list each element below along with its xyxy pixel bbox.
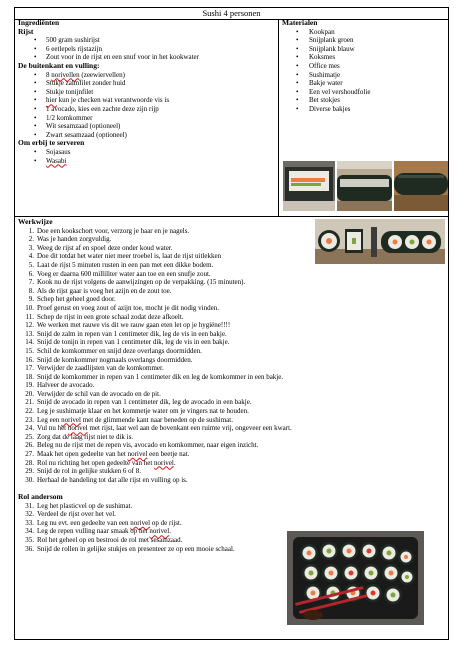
list-item: 30. Herhaal de handeling tot dat alle rijst en vulling op is. [25,475,188,484]
list-item: 27. Maak het open gedeelte van het norivel een beetje nat. [25,450,190,459]
werkwijze-steps [18,227,446,485]
serveren-heading: Om erbij te serveren [18,138,85,148]
sushi-rolling-photo-2 [337,161,392,211]
list-item: 25. Zorg dat de laag rijst niet te dik is. [25,432,134,441]
buitenkant-list [18,71,276,140]
list-item: 1. Doe een kookschort voor, verzorg je haar en je nagels. [28,226,190,235]
list-item: • Zout voor in de rijst en een snuf voor in het kookwater [18,53,276,62]
list-item: • Koksmes [282,53,447,62]
werkwijze-cell [18,218,446,553]
list-item: 4. Doe dit totdat het water niet meer troebel is, laat de rijst uitlekken [28,252,222,261]
serveren-list [18,148,276,165]
column-divider [278,19,279,216]
list-item: • Wit sesamzaad (optioneel) [18,122,276,131]
list-item: • 500 gram sushirijst [18,36,276,45]
sushi-rolling-photo-1 [283,161,335,211]
list-item: 35. Rol het geheel op en bestrooi de rol met sesamzaad. [25,535,183,544]
list-item: 16. Snijd de komkommer nogmaals overlangs doormidden. [25,355,193,364]
sushi-rolls-sliced-photo [315,219,445,264]
list-item: • Bakje water [282,79,447,88]
list-item: 17. Verwijder de zaadlijsten van de komkommer. [25,364,164,373]
sushi-rolling-photo-3 [394,161,448,211]
list-item: 18. Snijd de komkommer in repen van 1 centimeter dik en leg de komkommer in een bakje. [25,372,284,381]
page-title: Sushi 4 personen [15,8,448,20]
list-item: 10. Proef gerust en voeg zout of azijn toe, mocht je dit nodig vinden. [25,303,219,312]
list-item: 11. Schep de rijst in een grote schaal zodat deze afkoelt. [25,312,184,321]
list-item: 9. Schep het geheel goed door. [28,295,116,304]
list-item: 14. Snijd de tonijn in repen van 1 centimeter dik, leg de vis in een bakje. [25,338,230,347]
materials-cell [282,19,447,114]
list-item: 33. Leg nu evt. een gedeelte van een norivel op de rijst. [25,518,182,527]
list-item: 22. Leg je sushimatje klaar en het kommetje water om je vingers nat te houden. [25,407,249,416]
fish-check-link[interactable]: • hier kun je checken wat verantwoorde vis is [18,96,276,105]
buitenkant-heading: De buitenkant en vulling: [18,60,100,70]
list-item: 19. Halveer de avocado. [25,381,95,390]
list-item: • Bet stokjes [282,96,447,105]
list-item: 20. Verwijder de schil van de avocado en de pit. [25,389,161,398]
list-item: • Kookpan [282,28,447,37]
list-item: • Zwart sesamzaad (optioneel) [18,131,276,140]
list-item: • Wasabi [18,157,276,166]
list-item: 26. Beleg nu de rijst met de repen vis, avocado en komkommer, naar eigen inzicht. [25,441,259,450]
rijst-heading: Rijst [18,26,34,36]
list-item: 8. Als de rijst gaar is voeg het azijn en de zout toe. [28,286,172,295]
materials-heading: Materialen [282,18,318,27]
list-item: • 6 eetlepels rijstazijn [18,45,276,54]
list-item: 24. Vul nu het norivel met rijst, laat wel aan de bovenkant een ruimte vrij, ongeveer een kwart. [25,424,292,433]
list-item: • 8 norivellen (zeewiervellen) [18,71,276,80]
materials-list [282,28,447,114]
list-item: 28. Rol nu richting het open gedeelte van het norivel. [25,458,176,467]
list-item: 7. Kook nu de rijst volgens de aanwijzingen op de verpakking. (15 minuten). [28,278,246,287]
list-item: • Diverse bakjes [282,105,447,114]
list-item: 23. Leg een norivel met de glimmende kant naar beneden op de sushimat. [25,415,233,424]
list-item: • Snijplank blauw [282,45,447,54]
list-item: 36. Snijd de rollen in gelijke stukjes en presenteer ze op een mooie schaal. [25,544,235,553]
list-item: 5. Laat de rijst 5 minuten rusten in een pan met een dikke bodem. [28,260,214,269]
list-item: 31. Leg het plasticvel op de sushimat. [25,501,133,510]
list-item: 34. Leg de repen vulling naar smaak op het norivel. [25,527,171,536]
list-item: 13. Snijd de zalm in repen van 1 centimeter dik, leg de vis in een bakje. [25,329,227,338]
rijst-list [18,36,276,62]
list-item: 21. Snijd de avocado in repen van 1 centimeter dik, leg de avocado in een bakje. [25,398,252,407]
werkwijze-heading: Werkwijze [18,217,53,226]
list-item: • Sojasaus [18,148,276,157]
rol-andersom-heading: Rol andersom [18,492,63,501]
list-item: • Stukje zalmfilet zonder huid [18,79,276,88]
list-item: 15. Schil de komkommer en snijd deze overlangs doormidden. [25,346,202,355]
list-item: • Snijplank groen [282,36,447,45]
list-item: 32. Verdeel de rijst over het vel. [25,510,116,519]
list-item: • 1 avocado, kies een zachte deze zijn rijp [18,105,276,114]
sushi-platter-photo [287,531,424,625]
recipe-table [14,7,449,640]
list-item: 29. Snijd de rol in gelijke stukken 6 of 8. [25,467,142,476]
ingredients-heading: Ingrediënten [18,18,60,27]
list-item: 3. Weeg de rijst af en spoel deze onder koud water. [28,243,173,252]
list-item: • 1/2 komkommer [18,114,276,123]
list-item: • Sushimatje [282,71,447,80]
list-item: • Een vel vershoudfolie [282,88,447,97]
list-item: 12. We werken met rauwe vis dit we rauw gaan eten let op je hygiëne!!!! [25,321,231,330]
list-item: • Stukje tonijnfilet [18,88,276,97]
list-item: • Office mes [282,62,447,71]
ingredients-cell [18,19,276,165]
row-divider [15,216,448,217]
list-item: 6. Voeg er daarna 600 milliliter water aan toe en een snufje zout. [28,269,211,278]
list-item: 2. Was je handen zorgvuldig. [28,235,112,244]
